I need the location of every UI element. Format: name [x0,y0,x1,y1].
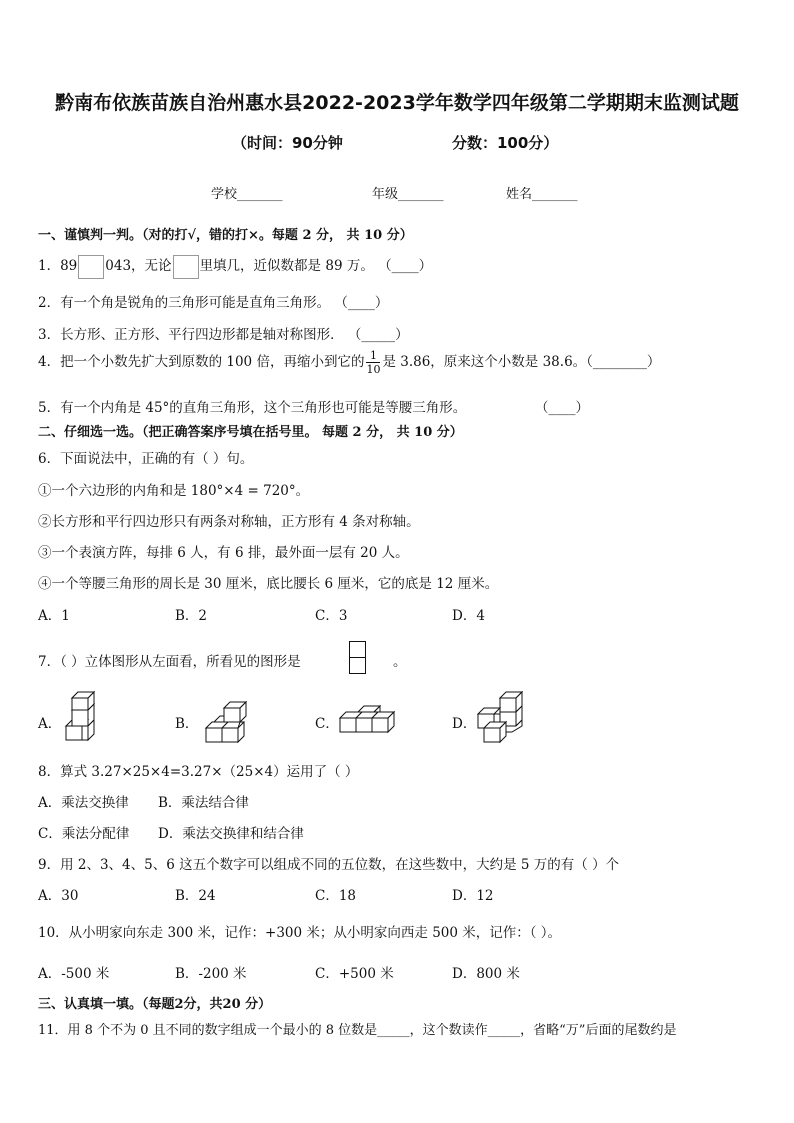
left-view-figure [349,641,369,675]
question-8: 8．算式 3.27×25×4=3.27×（25×4）运用了（ ） [38,764,359,780]
fraction-denominator: 10 [366,363,381,376]
q8-option-d[interactable]: D．乘法交换律和结合律 [158,826,304,842]
q7-option-b[interactable]: B． [175,716,199,732]
question-3: 3．长方形、正方形、平行四边形都是轴对称图形． （_____） [38,327,409,343]
name-field[interactable]: 姓名_______ [506,187,578,202]
q9-option-b[interactable]: B．24 [175,888,216,904]
question-2: 2．有一个角是锐角的三角形可能是直角三角形。 （____） [38,295,389,311]
section-2-heading: 二、仔细选一选。（把正确答案序号填在括号里。 每题 2 分， 共 10 分） [38,425,463,440]
q1-part-a: 1．89 [38,258,78,274]
q1-box-1[interactable] [78,255,104,279]
fraction-numerator: 1 [366,349,380,363]
q7-figure-d [476,690,528,748]
q7-figure-b [204,700,248,744]
q8-option-a[interactable]: A．乘法交换律 [38,795,129,811]
q4-fraction [366,349,380,376]
q10-option-c[interactable]: C．+500 米 [315,966,394,982]
q7-option-a[interactable]: A． [38,716,62,732]
q1-part-c: 里填几，近似数都是 89 万。 （____） [199,258,433,274]
q6-statement-2: ②长方形和平行四边形只有两条对称轴，正方形有 4 条对称轴。 [38,514,420,530]
q5-blank: （____） [535,400,589,416]
question-11: 11．用 8 个不为 0 且不同的数字组成一个最小的 8 位数是_____，这个数读作_____，省略“万”后面的尾数约是 [38,1023,677,1038]
exam-time: （时间：90分钟 [232,134,343,152]
q6-option-a[interactable]: A．1 [38,608,70,624]
q6-option-d[interactable]: D．4 [452,608,485,624]
q9-option-c[interactable]: C．18 [315,888,357,904]
q4-part-a: 4．把一个小数先扩大到原数的 100 倍，再缩小到它的 [38,354,365,370]
q8-option-b[interactable]: B．乘法结合律 [158,795,249,811]
question-6: 6．下面说法中，正确的有（ ）句。 [38,451,254,467]
q7-figure-a [64,692,98,744]
q1-part-b: 043，无论 [105,258,172,274]
grade-field[interactable]: 年级_______ [372,187,444,202]
q9-option-a[interactable]: A．30 [38,888,79,904]
q9-option-d[interactable]: D．12 [452,888,494,904]
q10-option-b[interactable]: B．-200 米 [175,966,247,982]
q4-part-b: 是 3.86，原来这个小数是 38.6。（________） [382,354,661,370]
q6-statement-3: ③一个表演方阵，每排 6 人，有 6 排，最外面一层有 20 人。 [38,545,409,561]
question-9: 9．用 2、3、4、5、6 这五个数字可以组成不同的五位数，在这些数中，大约是 5 万的有（ ）个 [38,857,620,873]
question-10: 10．从小明家向东走 300 米，记作：+300 米；从小明家向西走 500 米，记作：（ ）。 [38,925,562,941]
section-3-heading: 三、认真填一填。（每题2分，共20 分） [38,997,272,1012]
q1-box-2[interactable] [173,255,199,279]
question-4 [38,349,660,376]
q6-statement-1: ①一个六边形的内角和是 180°×4 = 720°。 [38,483,310,499]
q6-statement-4: ④一个等腰三角形的周长是 30 厘米，底比腰长 6 厘米，它的底是 12 厘米。 [38,576,499,592]
q10-option-d[interactable]: D．800 米 [452,966,520,982]
q7-option-d[interactable]: D． [452,716,477,732]
q8-option-c[interactable]: C．乘法分配律 [38,826,130,842]
question-7: 7．（ ）立体图形从左面看，所看见的图形是 [38,654,301,670]
section-1-heading: 一、谨慎判一判。（对的打√，错的打×。每题 2 分， 共 10 分） [38,228,413,243]
q7-option-c[interactable]: C． [315,716,339,732]
q10-option-a[interactable]: A．-500 米 [38,966,110,982]
school-field[interactable]: 学校_______ [211,187,283,202]
question-5: 5．有一个内角是 45°的直角三角形，这个三角形也可能是等腰三角形。 [38,400,467,416]
q7-figure-c [338,704,398,736]
exam-score: 分数：100分） [452,134,559,152]
q7-period: 。 [393,654,407,670]
q6-option-b[interactable]: B．2 [175,608,208,624]
q6-option-c[interactable]: C．3 [315,608,348,624]
page-title: 黔南布依族苗族自治州惠水县2022-2023学年数学四年级第二学期期末监测试题 [55,92,739,114]
question-1 [38,254,432,279]
